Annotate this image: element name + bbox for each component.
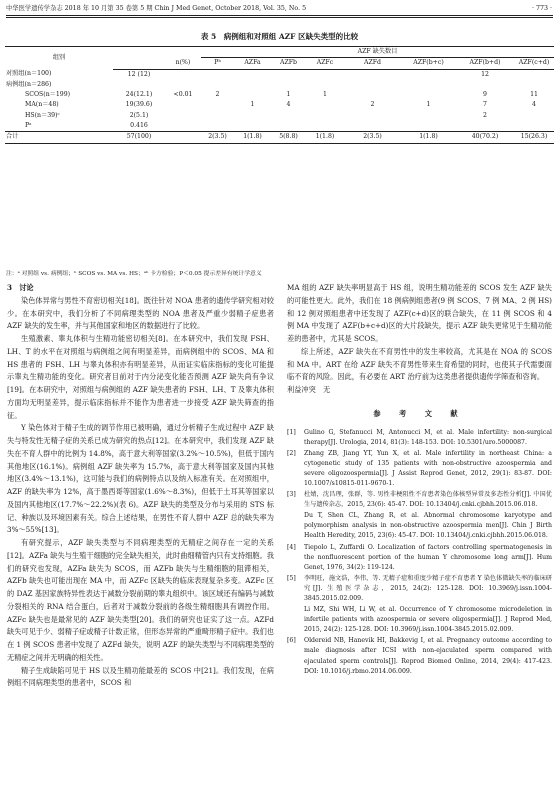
- table-cell: 2: [370, 101, 375, 109]
- table-cell: [344, 69, 401, 80]
- table-cell: [234, 69, 271, 80]
- reference-text: Tiepolo L, Zuffardi O. Localization of factors controlling spermatogenesis in the nonfluorescent portion of the human Y chromosome long arm[J]. Hum Genet, 1976, 34(2): 119-124.: [304, 543, 552, 571]
- table-cell: [514, 121, 554, 132]
- table-cell: 1(1.8): [234, 132, 271, 143]
- column-header: AZFc: [306, 58, 344, 69]
- references-heading: 参 考 文 献: [373, 408, 466, 418]
- table-cell: 57(100): [113, 132, 165, 143]
- row-label: Pᵃ: [25, 122, 32, 130]
- table-cell: [344, 90, 401, 100]
- right-column: [287, 282, 552, 678]
- paragraph: Y 染色体对于精子生成的调节作用已被明确，通过分析精子生成过程中 AZF 缺失与特发性无精子症的关系已成为研究的热点[12]。在本研究中，我们发现 AZF 缺失在不育人群中的比例为 14.8%，高于意大利等国家(3.2%～10.5%)，但低于国内其他地区(16.1%)。病例组 AZF 缺失率为 15.7%，高于意大利等国家及国内其他地区(3.4%～13.1%)，这可能与我们的病例特点以及纳入标准有关。在对照组中，AZF 的缺失率为 12%，高于墨西哥等国家(1.6%～8.3%)，但低于土耳其等国家以及国内其他地区(17.7%～22.2%)(表 6)。AZF 缺失的类型及分布与采用的 STS 标记、种族以及环境因素有关。综合上述结果，在男性不育人群中 AZF 总的缺失率为 3%～55%[13]。: [7, 423, 274, 535]
- reference-item: [287, 574, 552, 604]
- reference-text: Gulino G, Stefanucci M, Antonucci M, et al. Male infertility: non-surgical therapy[J]. Urologia, 2014, 81(3): 148-153. DOI: 10.5301/uro.5000087.: [304, 428, 552, 446]
- column-header: AZF(c+d): [514, 58, 554, 69]
- row-label: 合计: [5, 132, 113, 143]
- row-label: HS(n＝39)ᶜ: [25, 111, 60, 119]
- table-cell: 15(26.3): [514, 132, 554, 143]
- row-label: 病例组(n＝286): [6, 80, 52, 88]
- reference-number: [1]: [287, 428, 296, 436]
- table-cell: [271, 111, 306, 121]
- running-header: [6, 4, 554, 13]
- table-cell: 1: [323, 91, 327, 99]
- reference-item: [287, 605, 552, 635]
- section-heading: 3 讨论: [7, 283, 34, 292]
- table-row: [5, 100, 554, 110]
- table-azf-deletion: [5, 46, 554, 144]
- paragraph: 生殖激素、睾丸体积与生精功能密切相关[8]。在本研究中，我们发现 FSH、LH、T 的水平在对照组与病例组之间有明显差异，而病例组中的 SCOS、MA 和 HS 患者的 FSH、LH 与睾丸体积亦有明显差异，从而证实临床指标的变化可能提示睾丸生精功能的变化。研究者目前对于内分泌变化能否预测 AZF 缺失尚有争议[19]。在本研究中，对照组与病例组的 AZF 缺失患者的 FSH、LH、T 及睾丸体积方面均无明显差异，提示临床指标并不能作为患者进一步接受 AZF 缺失筛查的指征。: [7, 334, 274, 420]
- right-paragraphs: [287, 282, 552, 397]
- reference-text: Oldereid NB, Hanevik HI, Bakkevig I, et al. Pregnancy outcome according to male diagnosis after ICSI with non-ejaculated sperm compared with ejaculated sperm controls[J]. Reprod Biomed Online, 2014, 29(4): 417-423. DOI: 10.1016/j.rbmo.2014.06.009.: [304, 637, 552, 675]
- table-cell: [165, 100, 201, 110]
- table-cell: 1: [426, 101, 431, 109]
- column-header: AZF(b+c): [401, 58, 456, 69]
- reference-item: [287, 428, 552, 448]
- table-cell: 1: [286, 91, 291, 99]
- table-cell: 2(5.1): [129, 111, 149, 119]
- table-cell: [401, 80, 456, 90]
- reference-item: [287, 636, 552, 676]
- table-cell: [165, 69, 201, 80]
- table-cell: [271, 80, 306, 90]
- table-header-row: [5, 47, 554, 58]
- reference-item: [287, 449, 552, 489]
- paragraph: 综上所述，AZF 缺失在不育男性中的发生率较高，尤其是在 NOA 的 SCOS 和 MA 中。ART 在给 AZF 缺失不育男性带来生育希望的同时，也使其子代需要面临不育的风险。因此，有必要在 ART 治疗前为这类患者提供遗传学筛查和咨询。: [287, 346, 552, 382]
- header-rule-thin: [6, 17, 553, 18]
- table-cell: [271, 69, 306, 80]
- conflict-of-interest: 利益冲突 无: [287, 385, 331, 394]
- reference-number: [2]: [287, 449, 296, 457]
- table-cell: 9: [483, 91, 487, 99]
- table-cell: 2(3.5): [201, 132, 234, 143]
- table-cell: 1(1.8): [306, 132, 344, 143]
- azf-count-header: AZF 缺失数目: [201, 47, 554, 58]
- column-header: AZFb: [271, 58, 306, 69]
- table-cell: [306, 111, 344, 121]
- reference-text: 李明旺，施文浩，李伟，等. 无精子症和重度少精子症不育患者 Y 染色体微缺失率的临床研究[J]. 生殖医学杂志，2015, 24(2): 125-128. DOI: 10.3969/j.issn.1004-3845.2015.02.009.: [304, 574, 552, 602]
- table-cell: 40(70.2): [456, 132, 514, 143]
- reference-number: [287, 511, 304, 541]
- reference-text: 杜婧，沈昌理，张群，等. 男性非梗阻性不育患者染色体核型异常及多态性分析[J]. 中国优生与遗传杂志，2015, 23(6): 45-47. DOI: 10.13404/j.cnki.cjbhh.2015.06.018.: [304, 491, 552, 509]
- table-cell: 11: [530, 91, 538, 99]
- table-cell: 12 (12): [127, 70, 151, 78]
- table-cell: [514, 80, 554, 90]
- table-cell: 5(8.8): [271, 132, 306, 143]
- column-header: n(%): [165, 58, 201, 69]
- table-cell: 19(39.6): [125, 101, 153, 109]
- reference-number: [287, 605, 304, 635]
- header-rule: [6, 15, 553, 16]
- column-header: AZF(b+d): [456, 58, 514, 69]
- table-row: [5, 90, 554, 100]
- row-label: MA(n＝48): [25, 101, 59, 109]
- table-cell: 0.416: [130, 122, 148, 130]
- reference-item: [287, 543, 552, 573]
- table-cell: 24(12.1): [125, 91, 153, 99]
- table-cell: 2(3.5): [344, 132, 401, 143]
- table-row: [5, 69, 554, 80]
- reference-text: Zhang ZB, Jiang YT, Yun X, et al. Male infertility in northeast China: a cytogenetic study of 135 patients with non-obstructive azoospermia and severe oligozoospermia[J]. J Assist Reprod Genet, 2012, 29(1): 83-87. DOI: 10.1007/s10815-011-9670-1.: [304, 449, 552, 487]
- table-cell: [306, 121, 344, 132]
- table-cell: 4: [286, 101, 291, 109]
- table-cell: [344, 111, 401, 121]
- table-cell: [165, 80, 201, 90]
- reference-number: [5]: [287, 574, 296, 582]
- table-cell: [234, 80, 271, 90]
- table-row: [5, 80, 554, 90]
- table-cell: [201, 80, 234, 90]
- paragraph: 染色体异常与男性不育密切相关[18]。既往针对 NOA 患者的遗传学研究相对较少。在本研究中，我们分析了不同病理类型的 NOA 患者及严重少弱精子症患者 AZF 缺失的发生率，并与其他国家和地区的数据进行了比较。: [7, 295, 274, 331]
- table-cell: [306, 80, 344, 90]
- table-cell: [201, 121, 234, 132]
- reference-item: [287, 490, 552, 510]
- table-cell: [456, 80, 514, 90]
- reference-list: [287, 428, 552, 677]
- table-cell: [514, 111, 554, 121]
- table-cell: 7: [483, 101, 487, 109]
- table-cell: [344, 121, 401, 132]
- table-cell: [201, 100, 234, 110]
- table-row: [5, 121, 554, 132]
- reference-number: [4]: [287, 543, 296, 551]
- reference-text: Du T, Shen CL, Zhang R, et al. Abnormal chromosome karyotype and polymorphism analysis in non-obstructive azoospermia men[J]. Chin J Birth Health Heredity, 2015, 23(6): 45-47. DOI: 10.13404/j.cnki.cjbhh.2015.06.018.: [304, 512, 552, 540]
- row-label: 对照组(n＝100): [6, 70, 52, 78]
- reference-number: [6]: [287, 637, 296, 645]
- table-cell: [401, 121, 456, 132]
- table-cell: [401, 69, 456, 80]
- table-cell: 4: [532, 101, 536, 109]
- table-cell: [201, 111, 234, 121]
- paragraph: 精子生成缺陷可见于 HS 以及生精功能最差的 SCOS 中[21]。我们发现，在病例组不同病理类型的患者中，SCOS 和: [7, 665, 274, 688]
- left-column: [7, 282, 274, 690]
- table-cell: 2: [483, 111, 487, 119]
- table-total-row: [5, 132, 554, 143]
- table-cell: [401, 111, 456, 121]
- reference-number: [3]: [287, 491, 296, 499]
- column-header: Pᵇ: [201, 58, 234, 69]
- subheader-spacer: [113, 58, 165, 69]
- table-cell: [401, 90, 456, 100]
- table-cell: [234, 90, 271, 100]
- paragraph: MA 组的 AZF 缺失率明显高于 HS 组，说明生精功能差的 SCOS 发生 AZF 缺失的可能性更大。此外，我们在 18 例病例组患者(9 例 SCOS、7 例 MA、2 例 HS)和 12 例对照组患者中还发现了 AZF(c+d)区的联合缺失，在 11 例 SCOS 和 4 例 MA 中发现了 AZF(b+c+d)区的大片段缺失，提示 AZF 缺失更常见于生精功能差的患者中，尤其是 SCOS。: [287, 283, 552, 343]
- table-cell: [514, 69, 554, 80]
- table-cell: 1: [250, 101, 255, 109]
- table-body: [5, 69, 554, 143]
- table-cell: [344, 80, 401, 90]
- reference-item: [287, 511, 552, 541]
- table-cell: [165, 132, 201, 143]
- table-cell: [306, 69, 344, 80]
- page-number: · 773 ·: [531, 5, 552, 12]
- column-header: AZFd: [344, 58, 401, 69]
- table-cell: [165, 111, 201, 121]
- table-cell: [234, 111, 271, 121]
- paragraph: 有研究提示，AZF 缺失类型与不同病理类型的无精症之间存在一定的关系[12]。AZFa 缺失与生殖干细胞的完全缺失相关，此时曲细精管内只有支持细胞。我们的研究也发现，AZFa 缺失为 SCOS，而 AZFb 缺失与生精细胞的阻滞相关，AZFb 缺失也可能出现在 MA 中，而 AZFc 区缺失的临床表现复杂多变。AZFc 区的 DAZ 基因家族特异性表达于减数分裂前期的睾丸组织中。该区域还有编码与减数分裂相关的 RNA 结合蛋白，后者对于减数分裂前的各级生精细胞具有调控作用。AZFc 缺失也是最常见的 AZF 缺失类型[20]。我们的研究也证实了这一点。AZFd 缺失可见于少、弱精子症或精子计数正常，但形态异常的严重畸形精子症中。我们也在 1 例 SCOS 患者中发现了 AZFd 缺失，说明 AZF 的缺失类型与不同病理类型的无精症之间并无明确的相关性。: [7, 538, 274, 662]
- table-cell: [271, 121, 306, 132]
- group-header: 组别: [5, 47, 113, 70]
- column-header: AZFa: [234, 58, 271, 69]
- table-cell: [113, 80, 165, 90]
- table-cell: <0.01: [173, 91, 193, 99]
- table-cell: 1(1.8): [401, 132, 456, 143]
- table-cell: [456, 121, 514, 132]
- row-label: SCOS(n＝199): [25, 91, 71, 99]
- table-cell: [306, 100, 344, 110]
- journal-citation: 中华医学遗传学杂志 2018 年 10 月第 35 卷第 5 期 Chin J Med Genet, October 2018, Vol. 35, No. 5: [6, 5, 307, 12]
- table-row: [5, 111, 554, 121]
- reference-text: Li MZ, Shi WH, Li W, et al. Occurrence of Y chromosome microdeletion in infertile patients with azoospermia or severe oligospermia[J]. J Reprod Med, 2015, 24(2): 125-128. DOI: 10.3969/j.issn.1004-3845.2015.02.009.: [304, 606, 552, 634]
- table-cell: [165, 121, 201, 132]
- table-cell: [201, 69, 234, 80]
- table-cell: [234, 121, 271, 132]
- table-caption: 表 5 病例组和对照组 AZF 区缺失类型的比较: [200, 32, 359, 41]
- table-note: 注：ᵃ 对照组 vs. 病例组；ᵇ SCOS vs. MA vs. HS；ᵃᵇ 卡方检验；P＜0.05 提示差异有统计学意义: [6, 271, 262, 277]
- table-cell: 2: [215, 91, 220, 99]
- table-cell: 12: [481, 70, 489, 78]
